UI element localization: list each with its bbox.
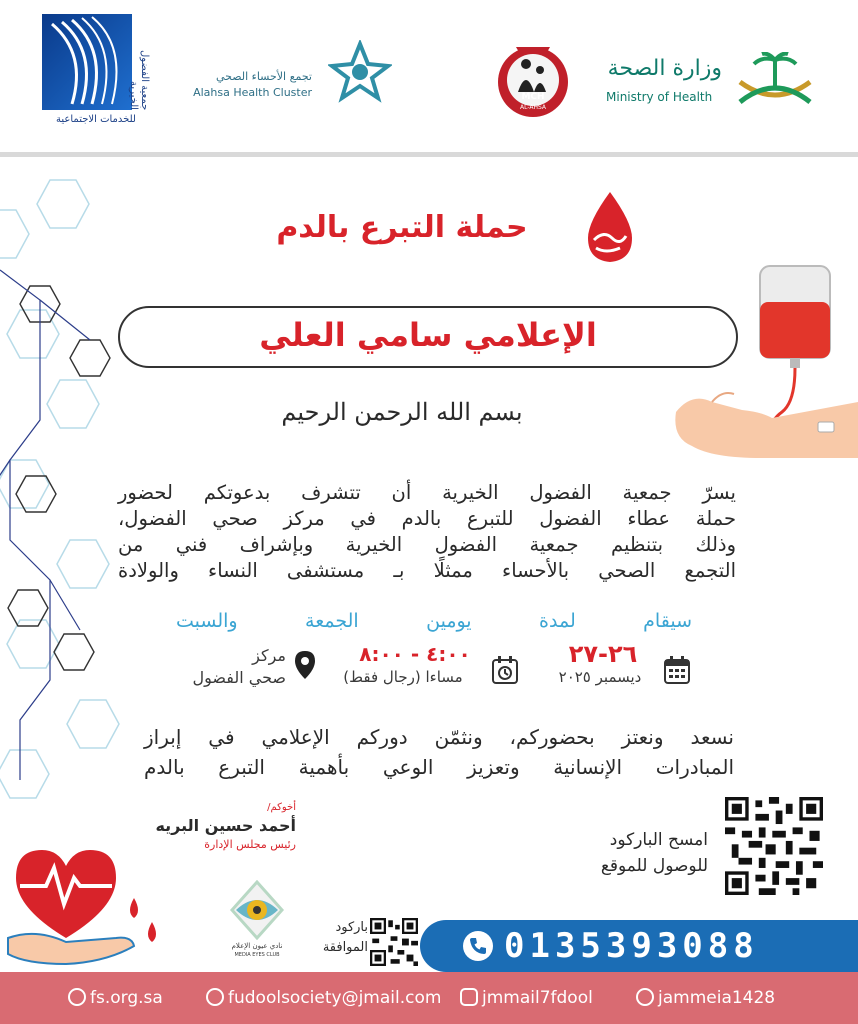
invitation-line: حملة عطاء الفضول للتبرع بالدم في مركز صحي الفضول،: [118, 507, 736, 530]
campaign-title: حملة التبرع بالدم: [276, 210, 528, 245]
invitation-line: التجمع الصحي بالأحساء ممثلًا بـ مستشفى النساء والولادة: [118, 559, 736, 582]
approval-qr-code[interactable]: [370, 918, 418, 966]
moh-logo: [606, 48, 818, 112]
fudool-name-line2: للخدمات الاجتماعية: [56, 114, 136, 125]
media-eyes-club-name-ar: نادي عيون الإعلام: [231, 942, 283, 950]
invitation-text: [118, 480, 736, 584]
event-time-note: مساءا (رجال فقط): [343, 668, 463, 686]
basmala: بسم الله الرحمن الرحيم: [281, 398, 523, 426]
alahsa-name-ar: تجمع الأحساء الصحي: [215, 70, 312, 83]
approval-barcode-label1: باركود: [335, 920, 368, 935]
alahsa-star-icon: [328, 40, 392, 104]
footer-instagram: jmmail7fdool: [482, 988, 593, 1008]
phone-icon: [462, 930, 494, 962]
header: [0, 0, 858, 150]
footer-website: fs.org.sa: [90, 988, 163, 1008]
recipient-name-box: [118, 306, 738, 368]
instagram-icon: [460, 988, 478, 1006]
signature-title: رئيس مجلس الإدارة: [204, 838, 296, 851]
footer-x-link[interactable]: [636, 988, 775, 1008]
alahsa-name-en: Alahsa Health Cluster: [193, 86, 312, 99]
invitation-line: وذلك بتنظيم جمعية الفضول الخيرية وبإشراف فني من: [118, 533, 736, 556]
x-icon: [636, 988, 654, 1006]
approval-barcode-label2: الموافقة: [322, 940, 368, 955]
phone-number: 0135393088: [504, 926, 759, 966]
globe-icon: [68, 988, 86, 1006]
footer-instagram-link[interactable]: [460, 988, 593, 1008]
event-date: ٢٦-٢٧: [568, 640, 638, 668]
event-place-line2: صحي الفضول: [192, 668, 286, 687]
fudool-logo: [42, 14, 150, 126]
event-time: ٤:٠٠ - ٨:٠٠: [359, 642, 471, 666]
signature-name: أحمد حسين البريه: [155, 816, 296, 835]
mail-icon: [206, 988, 224, 1006]
invitation-line: يسرّ جمعية الفضول الخيرية أن تتشرف بدعوتكم لحضور: [118, 481, 736, 504]
footer-website-link[interactable]: [68, 988, 163, 1008]
blood-bag-arm-illustration: [672, 262, 858, 462]
moh-name-en: Ministry of Health: [606, 90, 713, 104]
calendar-icon: [664, 656, 690, 684]
scan-instruction-line2: للوصول للموقع: [600, 856, 708, 876]
media-eyes-club-name-en: MEDIA EYES CLUB: [234, 952, 280, 958]
moh-name-ar: وزارة الصحة: [607, 56, 722, 81]
closing-line: نسعد ونعتز بحضوركم، ونثمّن دوركم الإعلامي في إبراز: [144, 725, 734, 749]
scan-instruction-line1: امسح الباركود: [609, 830, 708, 850]
signature-label: أخوكم/: [267, 802, 296, 813]
fudool-logo-mark: [42, 14, 132, 110]
location-pin-icon: [294, 650, 316, 680]
header-divider: [0, 152, 858, 157]
event-place-line1: مركز: [252, 646, 286, 665]
phone-bar[interactable]: [420, 920, 858, 972]
closing-line: المبادرات الإنسانية وتعزيز الوعي بأهمية التبرع بالدم: [144, 755, 734, 779]
heart-hand-illustration: [6, 838, 166, 968]
footer-email: fudoolsociety@jmail.com: [228, 988, 442, 1008]
footer: [0, 972, 858, 1024]
fudool-name-line1: جمعية الفضول الخيرية: [128, 49, 150, 110]
footer-email-link[interactable]: [206, 988, 441, 1008]
site-qr-code[interactable]: [722, 794, 826, 898]
footer-x: jammeia1428: [658, 988, 776, 1008]
mch-abbr: MCH: [521, 92, 545, 102]
mch-logo: [496, 42, 570, 120]
mch-sub: AL-AHSA: [519, 104, 546, 111]
media-eyes-club-logo: [222, 880, 292, 964]
event-month: ديسمبر ٢٠٢٥: [558, 668, 642, 686]
alahsa-logo: [188, 40, 398, 104]
recipient-name: الإعلامي سامي العلي: [259, 316, 597, 354]
blood-drop-hands-icon: [580, 190, 640, 264]
closing-text: [144, 722, 734, 782]
media-eyes-club-icon: [228, 880, 286, 940]
clock-icon: [492, 656, 518, 684]
moh-palm-swords-icon: [732, 52, 818, 110]
schedule-text: سيقام لمدة يومين الجمعة والسبت: [176, 610, 692, 632]
